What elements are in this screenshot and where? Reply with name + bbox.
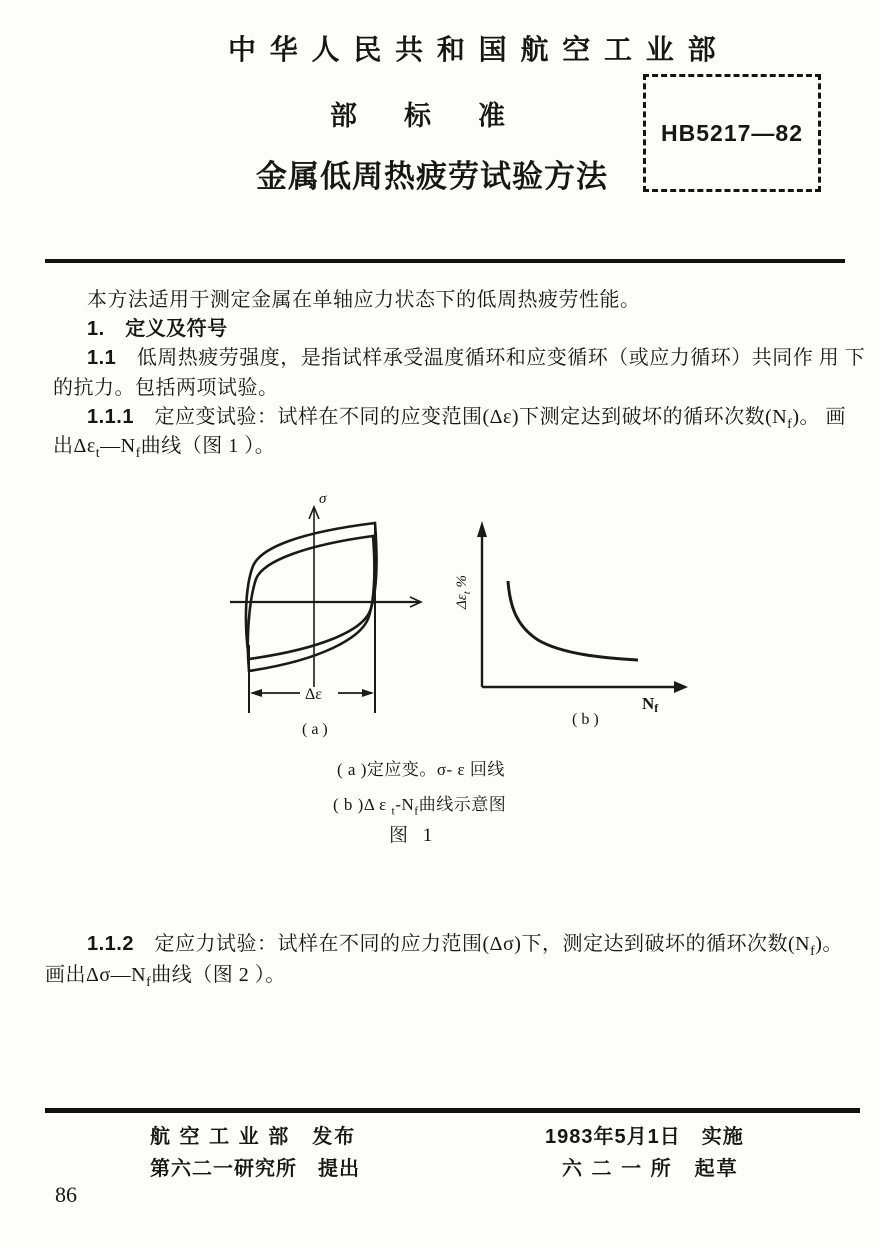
figure1-caption-b [333,790,506,818]
sigma-label: σ [319,491,327,507]
paragraph-1-1-1-line2 [53,429,275,462]
section-1-number: 1. [87,318,105,340]
subscript-f: f [810,944,816,959]
caption-b-sub-f: f [414,803,419,818]
paragraph-1-1-2-line1 [87,927,843,960]
subscript-f: f [787,417,793,432]
standard-type-title: 部标准 [330,101,552,131]
y-axis-label [454,575,473,610]
standard-number-box [643,74,821,192]
section-1-heading [87,312,228,341]
paragraph-1-1-2-text-end: )。 [815,933,843,955]
ministry-title: 中 华 人 民 共 和 国 航 空 工 业 部 [228,34,719,65]
paragraph-1-1-1-text: 定应变试验：试样在不同的应变范围(Δε)下测定达到破坏的循环次数(N [154,406,788,428]
figure1a-hysteresis-loop [222,487,457,752]
x-axis-label [642,694,659,715]
fatigue-curve [508,581,638,660]
x-label-pre: N [642,694,655,713]
paragraph-1-1-1-text-end: )。 画 [792,406,847,428]
paragraph-1-1-2-number: 1.1.2 [87,933,134,955]
caption-b-seg3: 曲线示意图 [418,795,507,814]
dimension-arrow-left-icon [250,689,262,697]
line2-seg2: —N [100,435,136,457]
footer-proposer: 第六二一研究所 提出 [150,1158,360,1180]
footer-divider-rule [45,1108,860,1113]
hysteresis-loop-outer [246,523,377,659]
footer-implementation-date: 1983年5月1日 实施 [545,1126,744,1148]
paragraph-1-1-line1 [87,341,865,370]
paragraph-1-1-2-line2 [45,958,286,991]
subfigure-a-label: ( a ) [302,721,328,738]
paragraph-1-1-text: 低周热疲劳强度，是指试样承受温度循环和应变循环（或应力循环）共同作 用 下 [136,347,866,369]
x-axis-arrow-icon [674,681,688,693]
x-label-sub: f [654,701,659,715]
paragraph-1-1-2-text: 定应力试验：试样在不同的应力范围(Δσ)下，测定达到破坏的循环次数(N [154,933,811,955]
document-title: 金属低周热疲劳试验方法 [256,159,608,194]
dimension-arrow-right-icon [362,689,374,697]
caption-b-sub-t: t [391,803,396,818]
y-axis-arrow-icon [477,521,487,537]
y-label-pre: Δε [454,594,470,609]
footer-drafter: 六 二 一 所 起草 [562,1158,739,1180]
line2-seg3: 曲线（图 1 ）。 [140,435,276,457]
y-label-sub: t [461,591,473,595]
subscript-f: f [135,446,141,461]
intro-paragraph: 本方法适用于测定金属在单轴应力状态下的低周热疲劳性能。 [87,289,641,311]
subscript-t: t [95,446,101,461]
footer-publisher: 航 空 工 业 部 发布 [150,1126,357,1148]
delta-epsilon-label: Δε [305,686,323,703]
page-number: 86 [55,1182,77,1207]
line2-seg1: 画出Δσ—N [45,964,147,986]
figure1b-eps-nf-curve [450,497,740,752]
hysteresis-loop-inner [248,536,375,671]
line2-seg1: 出Δε [53,435,96,457]
header-divider-rule [45,259,845,263]
figure1-caption-a: ( a )定应变。σ- ε 回线 [337,760,505,779]
line2-seg2: 曲线（图 2 ）。 [151,964,286,986]
paragraph-1-1-1-number: 1.1.1 [87,406,134,428]
caption-b-seg1: ( b )Δ ε [333,795,392,814]
section-1-title: 定义及符号 [125,318,228,340]
standard-number: HB5217—82 [661,119,803,146]
paragraph-1-1-number: 1.1 [87,347,117,369]
caption-b-seg2: -N [395,795,415,814]
paragraph-1-1-line2: 的抗力。包括两项试验。 [53,377,279,399]
subscript-f: f [146,975,152,990]
figure1-label: 图 1 [389,825,438,846]
subfigure-b-label: ( b ) [572,711,599,728]
y-label-post: % [454,574,470,592]
